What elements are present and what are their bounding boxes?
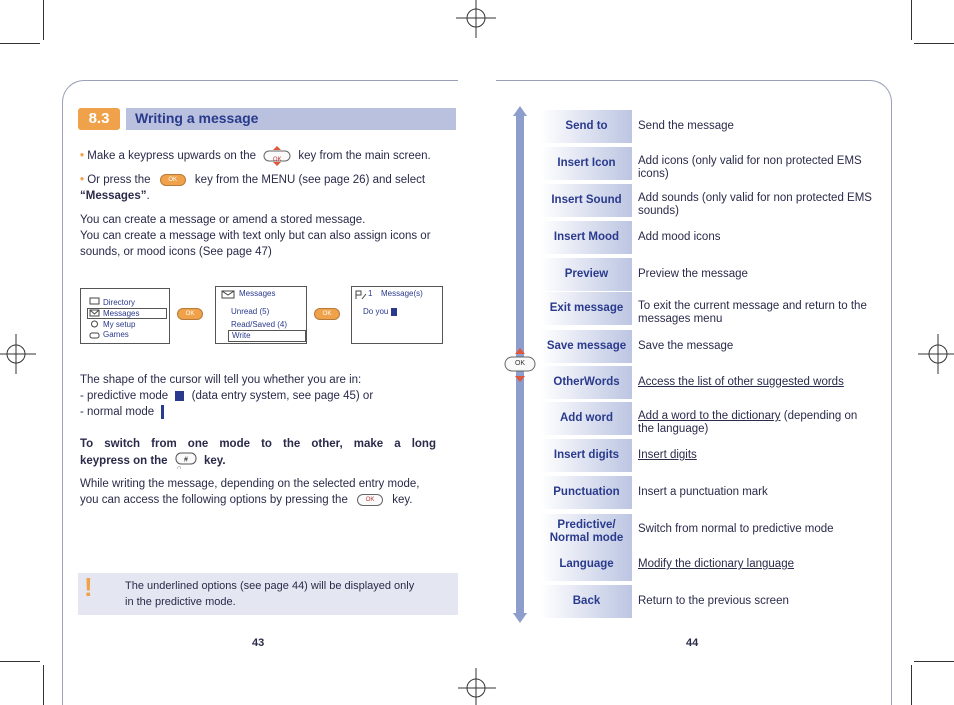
predictive-option-link: Add a word to the dictionary	[638, 410, 781, 422]
crop-mark	[43, 0, 44, 40]
svg-text:#: #	[183, 456, 188, 464]
crop-mark	[914, 43, 954, 44]
option-key: Insert digits	[541, 439, 632, 472]
option-description: Preview the message	[638, 268, 748, 280]
ok-key-icon: OK	[357, 494, 383, 506]
option-description: Insert a punctuation mark	[638, 486, 768, 498]
note-text: The underlined options (see page 44) will be displayed only in the predictive mode.	[125, 580, 415, 608]
crop-mark	[0, 661, 40, 662]
svg-text:∩: ∩	[176, 465, 182, 470]
option-description: Send the message	[638, 120, 734, 132]
section-title: Writing a message	[135, 110, 259, 126]
switch-mode-instruction: To switch from one mode to the other, make a long keypress on the # ∩ key.	[80, 438, 436, 470]
phone-screen-compose: 1 Message(s) Do you	[351, 286, 443, 344]
section-number: 8.3	[78, 108, 120, 130]
messages-selection: Write	[228, 330, 306, 342]
text-cursor-icon	[391, 308, 397, 316]
crop-mark	[914, 661, 954, 662]
option-key: Add word	[541, 402, 632, 435]
registration-mark-icon	[456, 0, 496, 40]
predictive-cursor-icon	[175, 391, 184, 401]
option-key: OtherWords	[541, 366, 632, 399]
phone-screen-messages: Messages Unread (5) Read/Saved (4) Write	[215, 286, 307, 344]
crop-mark	[0, 43, 40, 44]
cursor-explanation: The shape of the cursor will tell you whether you are in: - predictive mode (data entry system, see page 45) or - normal mode	[80, 374, 374, 418]
option-key: Insert Sound	[541, 184, 632, 217]
crop-mark	[911, 665, 912, 705]
nav-key-icon: OK	[504, 348, 536, 382]
option-description: Add mood icons	[638, 231, 721, 243]
registration-mark-icon	[0, 334, 40, 374]
option-description: Add sounds (only valid for non protected EMS sounds)	[638, 192, 872, 217]
bullet-icon: •	[80, 174, 85, 186]
predictive-option-link: Modify the dictionary language	[638, 558, 794, 570]
ok-key-icon: OK	[177, 308, 203, 320]
directory-icon	[89, 297, 100, 305]
page-number-right: 44	[686, 637, 699, 649]
registration-mark-icon	[914, 334, 954, 374]
option-description	[638, 376, 873, 389]
bullet-menu: • Or press the OK key from the MENU (see page 26) and select “Messages”.	[80, 174, 426, 202]
mode-key-icon	[174, 452, 198, 470]
predictive-mode-icon	[355, 290, 367, 300]
setup-icon	[89, 320, 100, 328]
option-key: Send to	[541, 110, 632, 143]
option-description: Save the message	[638, 340, 734, 352]
scroll-up-arrow-icon	[513, 106, 527, 116]
warning-icon: !	[84, 572, 93, 602]
option-description: Add a word to the dictionary (depending on the language)	[638, 410, 858, 435]
crop-mark	[43, 665, 44, 705]
option-key: Language	[541, 548, 632, 581]
registration-mark-icon	[456, 666, 496, 705]
bullet-icon: •	[80, 150, 85, 163]
nav-key-icon: OK	[263, 146, 291, 166]
option-key: Preview	[541, 258, 632, 291]
predictive-option-link: Insert digits	[638, 449, 697, 461]
intro-paragraph: You can create a message or amend a stored message. You can create a message with text only but can also assign icons or sounds, or mood icons (See page 47)	[80, 214, 431, 258]
option-key: Exit message	[541, 292, 632, 325]
page-number-left: 43	[252, 637, 265, 649]
option-key: Save message	[541, 330, 632, 363]
option-key: Predictive/ Normal mode	[541, 514, 632, 550]
crop-mark	[911, 0, 912, 40]
messages-icon	[89, 309, 100, 317]
option-description	[638, 558, 873, 571]
option-description: Return to the previous screen	[638, 595, 789, 607]
option-description: Switch from normal to predictive mode	[638, 523, 834, 535]
scroll-down-arrow-icon	[513, 613, 527, 623]
option-key: Insert Mood	[541, 221, 632, 254]
phone-screen-menu: Directory Messages My setup Games	[80, 288, 170, 344]
option-key: Insert Icon	[541, 147, 632, 180]
bullet-keypress: • Make a keypress upwards on the OK key from the main screen.	[80, 146, 450, 166]
ok-key-icon: OK	[314, 308, 340, 320]
option-description	[638, 449, 873, 462]
messages-icon	[221, 290, 235, 299]
predictive-option-link: Access the list of other suggested words	[638, 376, 844, 388]
option-key: Punctuation	[541, 476, 632, 509]
games-icon	[89, 331, 100, 339]
option-key: Back	[541, 585, 632, 618]
ok-key-icon: OK	[160, 174, 186, 186]
option-description: Add icons (only valid for non protected EMS icons)	[638, 155, 862, 180]
option-description: To exit the current message and return to the messages menu	[638, 300, 867, 325]
options-intro: While writing the message, depending on the selected entry mode, you can access the following options by pressing the OK key.	[80, 478, 420, 506]
normal-cursor-icon	[161, 405, 164, 419]
